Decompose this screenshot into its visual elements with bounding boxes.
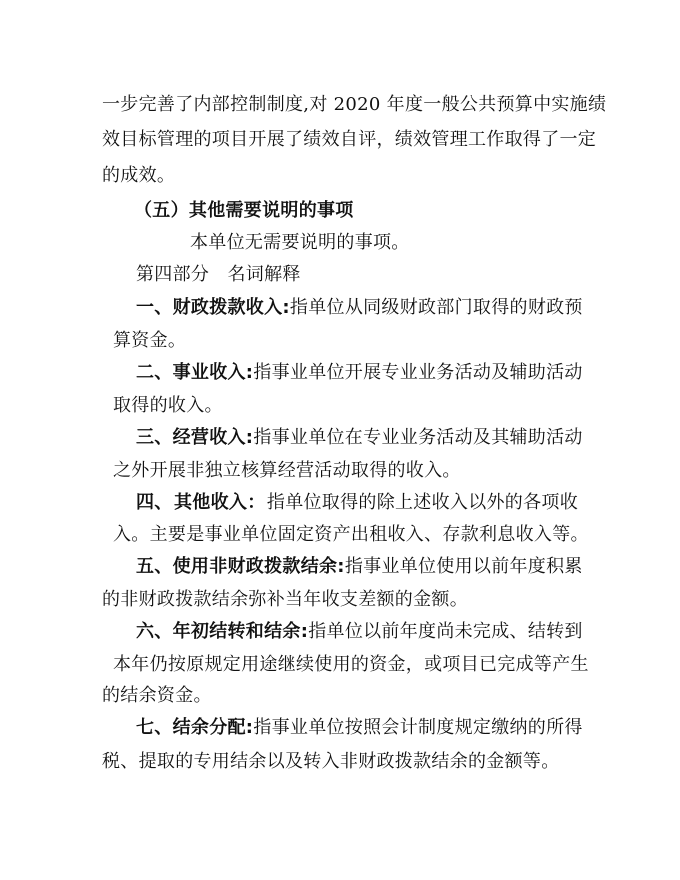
term-1-label: 财政拨款收入: — [172, 297, 290, 318]
term-4-line-1 — [136, 492, 578, 514]
term-7-definition: 指事业单位按照会计制度规定缴纳的所得 — [253, 717, 583, 738]
section5-body: 本单位无需要说明的事项。 — [190, 232, 410, 253]
term-3-definition: 指事业单位在专业业务活动及其辅助活动 — [253, 427, 583, 448]
term-2-definition: 指事业单位开展专业业务活动及辅助活动 — [253, 362, 583, 383]
intro-line-2: 效目标管理的项目开展了绩效自评，绩效管理工作取得了一定 — [102, 129, 597, 150]
term-2-line-2: 取得的收入。 — [113, 395, 223, 416]
term-7-label: 结余分配: — [172, 717, 254, 738]
term-7-number: 七、 — [136, 717, 173, 738]
term-5-line-2: 的非财政拨款结余弥补当年收支差额的金额。 — [102, 589, 468, 610]
term-4-definition: 指单位取得的除上述收入以外的各项收 — [266, 492, 578, 513]
term-7-line-1 — [136, 717, 583, 739]
intro-line-1: 一步完善了内部控制制度,对 2020 年度一般公共预算中实施绩 — [102, 94, 607, 115]
term-4-number: 四、 — [136, 492, 173, 513]
term-2-line-1 — [136, 362, 583, 384]
term-2-number: 二、 — [136, 362, 173, 383]
term-4-line-2: 入。主要是事业单位固定资产出租收入、存款利息收入等。 — [113, 524, 589, 545]
term-3-line-2: 之外开展非独立核算经营活动取得的收入。 — [113, 460, 461, 481]
section5-heading: （五）其他需要说明的事项 — [134, 200, 354, 221]
term-5-definition: 指事业单位使用以前年度积累 — [344, 556, 583, 577]
term-5-line-1 — [136, 556, 583, 578]
term-6-line-3: 的结余资金。 — [102, 685, 212, 706]
term-1-line-1 — [136, 297, 583, 319]
term-5-label: 使用非财政拨款结余: — [172, 556, 345, 577]
term-6-definition: 指单位以前年度尚未完成、结转到 — [308, 621, 583, 642]
intro-line-3: 的成效。 — [102, 165, 176, 186]
term-6-label: 年初结转和结余: — [172, 621, 309, 642]
term-5-number: 五、 — [136, 556, 173, 577]
term-4-label: 其他收入： — [174, 492, 266, 513]
term-1-number: 一、 — [136, 297, 173, 318]
term-3-label: 经营收入: — [172, 427, 254, 448]
term-1-line-2: 算资金。 — [113, 330, 187, 351]
term-6-line-1 — [136, 621, 583, 643]
part4-title: 第四部分 名词解释 — [136, 264, 301, 285]
term-1-definition: 指单位从同级财政部门取得的财政预 — [289, 297, 583, 318]
term-6-number: 六、 — [136, 621, 173, 642]
term-3-line-1 — [136, 427, 583, 449]
term-3-number: 三、 — [136, 427, 173, 448]
term-2-label: 事业收入: — [172, 362, 254, 383]
term-6-line-2: 本年仍按原规定用途继续使用的资金，或项目已完成等产生 — [113, 654, 589, 675]
term-7-line-2: 税、提取的专用结余以及转入非财政拨款结余的金额等。 — [102, 751, 560, 772]
